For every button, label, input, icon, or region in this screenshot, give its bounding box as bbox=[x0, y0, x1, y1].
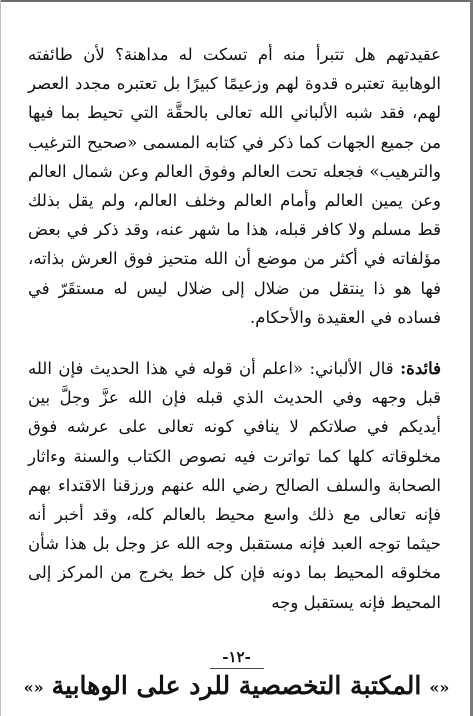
page-border-top bbox=[0, 0, 473, 2]
ornament-right-icon: «» bbox=[429, 678, 450, 697]
paragraph-gap bbox=[28, 332, 441, 354]
page-number: -١٢- bbox=[222, 648, 251, 666]
paragraph-1: عقيدتهم هل تتبرأ منه أم تسكت له مداهنة؟ لأن طائفته الوهابية تعتبره قدوة لهم وزعيمًا كبيرًا بل تعتبره مجدد العصر لهم، فقد شبه الألباني الله تعالى بالحقَّة التي تحيط بما فيها من جميع الجهات كما ذكر في كتابه المسمى «صحيح الترغيب والترهيب» فجعله تحت العالم وفوق العالم وعن شمال العالم وعن يمين العالم وأمام العالم وخلف العالم، ولم يقل بذلك قط مسلم ولا كافر قبله، هذا ما شهر عنه، وقد ذكر في بعض مؤلفاته في أكثر من موضع أن الله متحيز فوق العرش بذاته، فها هو ذا ينتقل من ضلال إلى ضلال ليس له مستقَرّ في فساده في العقيدة والأحكام. bbox=[28, 45, 441, 327]
paragraph-2-lead: فائدة: bbox=[400, 359, 441, 379]
ornament-left-icon: «» bbox=[23, 678, 44, 697]
page-number-underline bbox=[210, 668, 264, 669]
paragraph-2 bbox=[28, 354, 441, 617]
footer-banner bbox=[0, 671, 473, 700]
body-text bbox=[28, 40, 441, 617]
paragraph-2-body: قال الألباني: «اعلم أن قوله في هذا الحديث فإن الله قبل وجهه وفي الحديث الذي قبله فإن الله عزَّ وجلَّ بين أيديكم في صلاتكم لا ينافي كونه تعالى على عرشه فوق مخلوقاته كلها كما تواترت فيه نصوص الكتاب والسنة وءاثار الصحابة والسلف الصالح رضي الله عنهم ورزقنا الاقتداء بهم فإنه تعالى مع ذلك واسع محيط بالعالم كله، وقد أخبر أنه حيثما توجه العبد فإنه مستقبل وجه الله عز وجل بل هذا شأن مخلوقه المحيط بما دونه فإن كل خط يخرج من المركز إلى المحيط فإنه يستقبل وجه bbox=[28, 359, 441, 612]
footer-title: المكتبة التخصصية للرد على الوهابية bbox=[51, 671, 422, 700]
page-border-left bbox=[0, 0, 1, 716]
